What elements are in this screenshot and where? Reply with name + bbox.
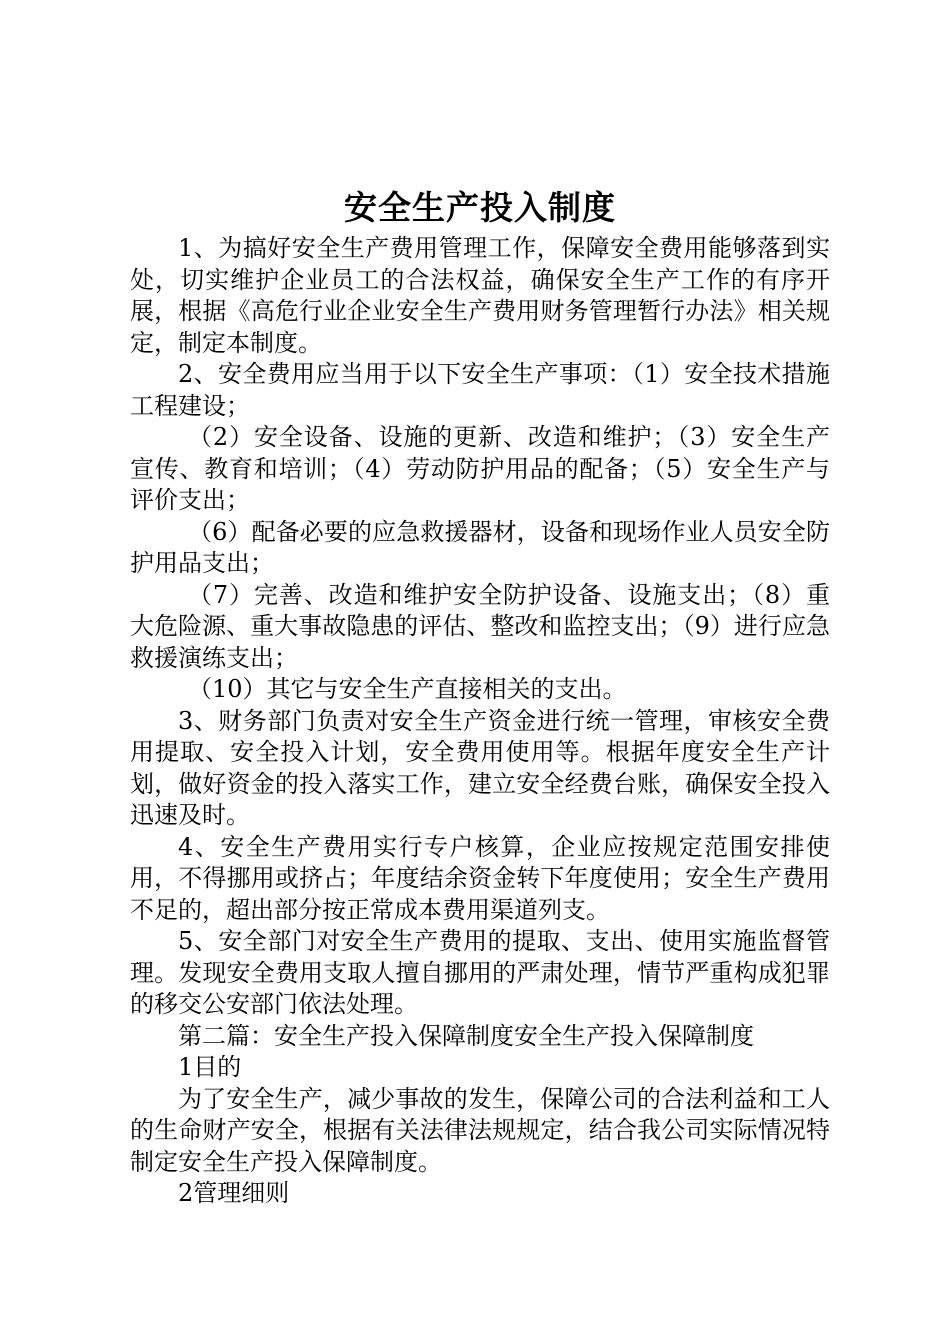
paragraph-7: 3、财务部门负责对安全生产资金进行统一管理，审核安全费用提取、安全投入计划，安全费用使用等。根据年度安全生产计划，做好资金的投入落实工作，建立安全经费台账，确保安全投入迅速及时。 [130,706,830,829]
subheading-purpose: 1目的 [178,1053,242,1081]
section-heading-2: 第二篇：安全生产投入保障制度安全生产投入保障制度 [178,1021,754,1050]
paragraph-9: 5、安全部门对安全生产费用的提取、支出、使用实施监督管理。发现安全费用支取人擅自挪用的严肃处理，情节严重构成犯罪的移交公安部门依法处理。 [130,927,830,1018]
paragraph-1: 1、为搞好安全生产费用管理工作，保障安全费用能够落到实处，切实维护企业员工的合法权益，确保安全生产工作的有序开展，根据《高危行业企业安全生产费用财务管理暂行办法》相关规定，制定本制度。 [130,234,830,357]
document-title: 安全生产投入制度 [344,188,616,227]
paragraph-4: （6）配备必要的应急救援器材，设备和现场作业人员安全防护用品支出； [130,517,830,577]
paragraph-5: （7）完善、改造和维护安全防护设备、设施支出；（8）重大危险源、重大事故隐患的评估、整改和监控支出；（9）进行应急救援演练支出； [130,580,830,672]
paragraph-8: 4、安全生产费用实行专户核算，企业应按规定范围安排使用，不得挪用或挤占；年度结余资金转下年度使用；安全生产费用不足的，超出部分按正常成本费用渠道列支。 [130,832,830,924]
paragraph-2: 2、安全费用应当用于以下安全生产事项：（1）安全技术措施工程建设； [130,360,830,420]
subheading-management: 2管理细则 [178,1179,290,1207]
paragraph-3: （2）安全设备、设施的更新、改造和维护；（3）安全生产宣传、教育和培训；（4）劳动防护用品的配备；（5）安全生产与评价支出； [130,423,830,514]
document-page [130,186,830,1210]
paragraph-purpose: 为了安全生产，减少事故的发生，保障公司的合法利益和工人的生命财产安全，根据有关法律法规规定，结合我公司实际情况特制定安全生产投入保障制度。 [130,1084,830,1176]
paragraph-6: （10）其它与安全生产直接相关的支出。 [188,675,627,703]
